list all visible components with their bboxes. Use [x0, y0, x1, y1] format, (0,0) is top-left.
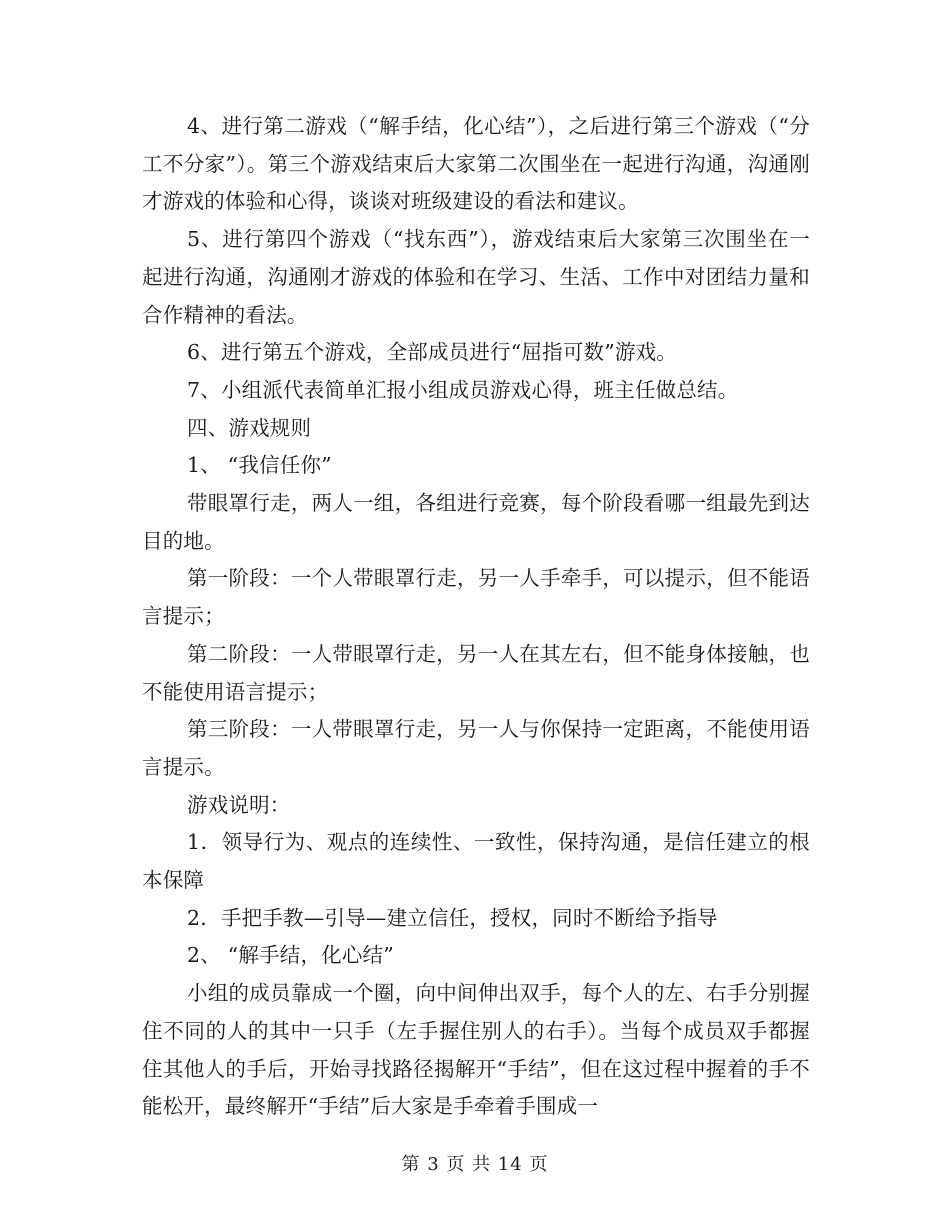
paragraph-step-5: 5、进行第四个游戏（“找东西”），游戏结束后大家第三次围坐在一起进行沟通，沟通刚才游戏的体验和在学习、生活、工作中对团结力量和合作精神的看法。 [142, 227, 810, 327]
paragraph-step-4: 4、进行第二游戏（“解手结，化心结”），之后进行第三个游戏（“分工不分家”）。第三个游戏结束后大家第二次围坐在一起进行沟通，沟通刚才游戏的体验和心得，谈谈对班级建设的看法和建议。 [142, 114, 810, 214]
game-title-trust: 1、 “我信任你” [187, 453, 332, 478]
paragraph-stage-2: 第二阶段：一人带眼罩行走，另一人在其左右，但不能身体接触，也不能使用语言提示； [142, 641, 810, 704]
page-number-footer: 第 3 页 共 14 页 [401, 1154, 549, 1175]
note-item-2: 2．手把手教—引导—建立信任，授权，同时不断给予指导 [187, 905, 718, 930]
note-item-1: 1．领导行为、观点的连续性、一致性，保持沟通，是信任建立的根本保障 [142, 830, 810, 893]
heading-game-notes: 游戏说明： [187, 792, 291, 817]
paragraph-step-7: 7、小组派代表简单汇报小组成员游戏心得，班主任做总结。 [187, 377, 739, 402]
section-heading-game-rules: 四、游戏规则 [187, 415, 312, 440]
paragraph-stage-3: 第三阶段：一人带眼罩行走，另一人与你保持一定距离，不能使用语言提示。 [142, 717, 810, 779]
paragraph-trust-description: 带眼罩行走，两人一组，各组进行竞赛，每个阶段看哪一组最先到达目的地。 [142, 491, 810, 553]
paragraph-stage-1: 第一阶段：一个人带眼罩行走，另一人手牵手，可以提示，但不能语言提示； [142, 566, 810, 629]
game-title-untie-knot: 2、 “解手结，化心结” [187, 943, 394, 968]
paragraph-step-6: 6、进行第五个游戏，全部成员进行“屈指可数”游戏。 [187, 340, 678, 365]
document-body [142, 108, 810, 1126]
paragraph-untie-knot-description: 小组的成员靠成一个圈，向中间伸出双手，每个人的左、右手分别握住不同的人的其中一只手（左手握住别人的右手）。当每个成员双手都握住其他人的手后，开始寻找路径揭解开“手结”，但在这过程中握着的手不能松开，最终解开“手结”后大家是手牵着手围成一 [142, 981, 810, 1119]
